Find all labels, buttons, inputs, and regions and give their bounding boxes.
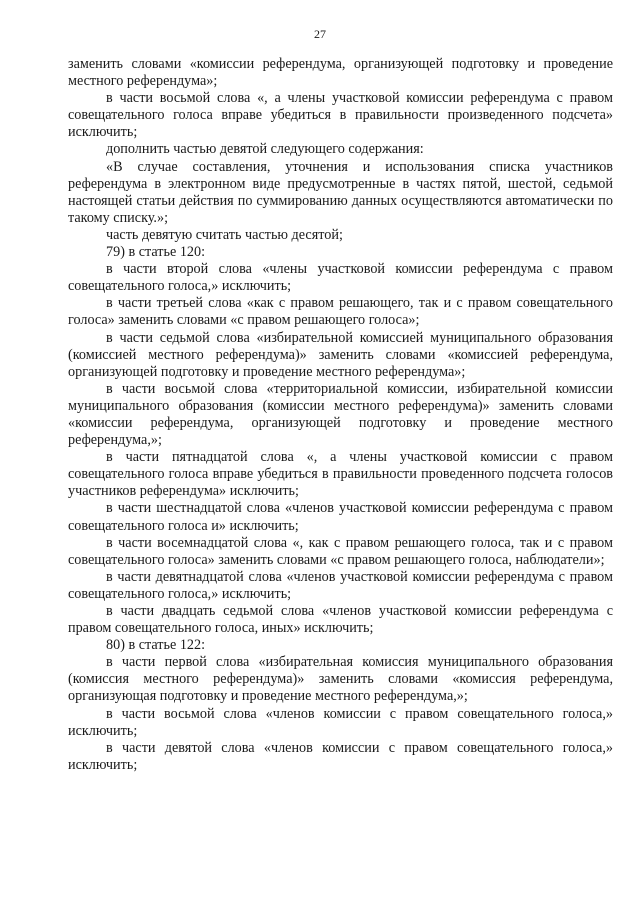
paragraph: в части восьмой слова «, а члены участковой комиссии референдума с правом совещательного голоса вправе убедиться в правильности произведенного подсчета» исключить;	[68, 90, 613, 141]
paragraph: в части первой слова «избирательная комиссия муниципального образования (комиссия местного референдума)» заменить словами «комиссия референдума, организующая подготовку и проведение местного референдума,»;	[68, 654, 613, 705]
paragraph: 79) в статье 120:	[106, 244, 206, 261]
page-number: 27	[314, 27, 326, 41]
paragraph: в части шестнадцатой слова «членов участковой комиссии референдума с правом совещательного голоса и» исключить;	[68, 500, 613, 534]
paragraph: в части пятнадцатой слова «, а члены участковой комиссии с правом совещательного голоса вправе убедиться в правильности проведенного подсчета голосов участников референдума» исключить;	[68, 449, 613, 500]
paragraph: в части второй слова «члены участковой комиссии референдума с правом совещательного голоса,» исключить;	[68, 261, 613, 295]
paragraph: в части восьмой слова «членов комиссии с правом совещательного голоса,» исключить;	[68, 705, 613, 739]
paragraph: 80) в статье 122:	[106, 637, 206, 654]
paragraph: заменить словами «комиссии референдума, организующей подготовку и проведение местного референдума»;	[68, 56, 613, 90]
document-body	[68, 56, 613, 774]
paragraph: в части восемнадцатой слова «, как с правом решающего голоса, так и с правом совещательного голоса» заменить словами «с правом решающего голоса, наблюдатели»;	[68, 534, 613, 568]
paragraph: в части седьмой слова «избирательной комиссией муниципального образования (комиссией местного референдума)» заменить словами «комиссией референдума, организующей подготовку и проведение местного референдума»;	[68, 329, 613, 380]
paragraph: в части девятой слова «членов комиссии с правом совещательного голоса,» исключить;	[68, 739, 613, 773]
paragraph: в части девятнадцатой слова «членов участковой комиссии референдума с правом совещательного голоса,» исключить;	[68, 568, 613, 602]
paragraph: «В случае составления, уточнения и использования списка участников референдума в электронном виде предусмотренные в частях пятой, шестой, седьмой настоящей статьи действия по суммированию данных осуществляются автоматически по такому списку.»;	[68, 158, 613, 226]
paragraph: дополнить частью девятой следующего содержания:	[106, 141, 424, 158]
paragraph: в части третьей слова «как с правом решающего, так и с правом совещательного голоса» заменить словами «с правом решающего голоса»;	[68, 295, 613, 329]
paragraph: в части двадцать седьмой слова «членов участковой комиссии референдума с правом совещательного голоса, иных» исключить;	[68, 603, 613, 637]
paragraph: часть девятую считать частью десятой;	[106, 226, 343, 243]
paragraph: в части восьмой слова «территориальной комиссии, избирательной комиссии муниципального образования (комиссии местного референдума)» заменить словами «комиссии референдума, организующей подготовку и проведение местного референдума,»;	[68, 380, 613, 449]
